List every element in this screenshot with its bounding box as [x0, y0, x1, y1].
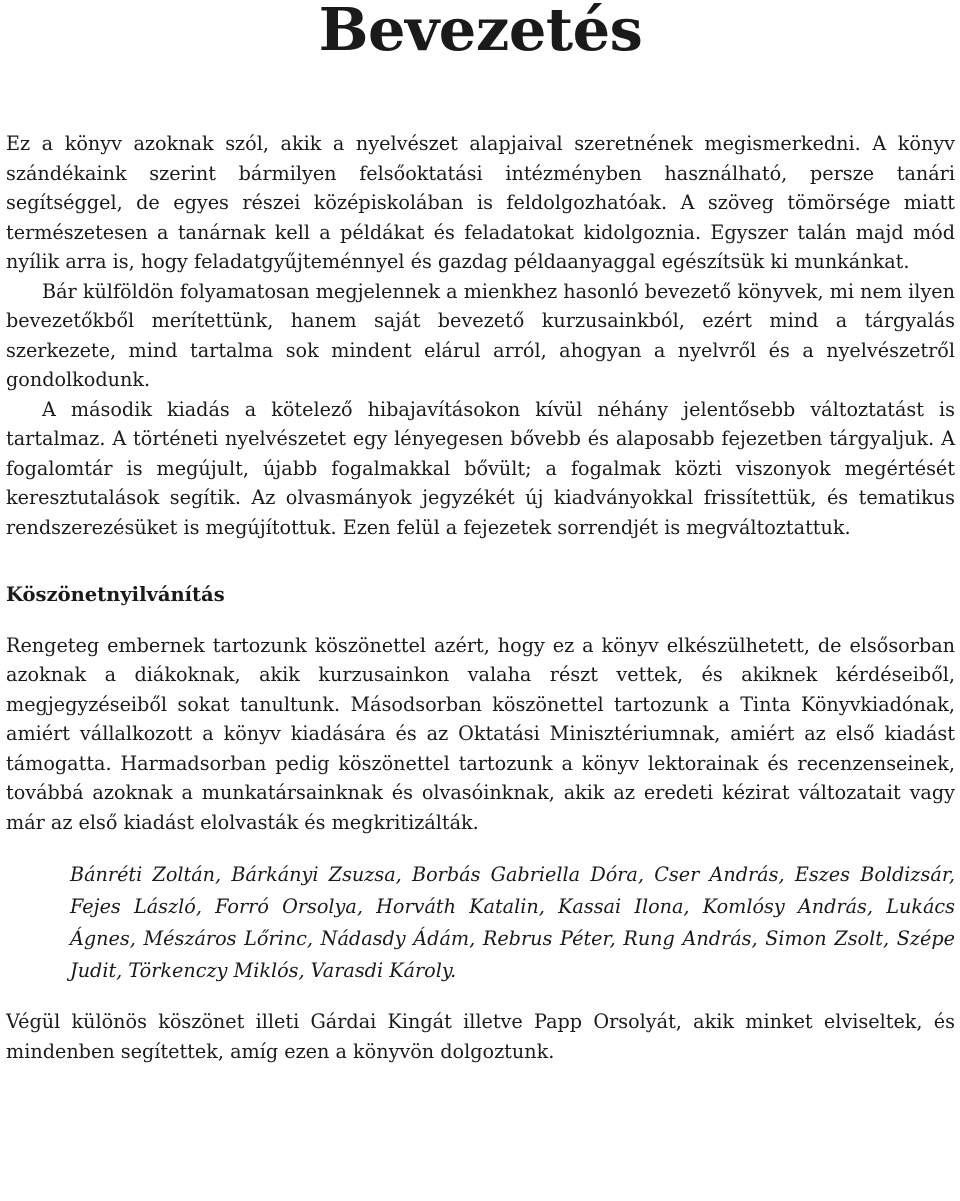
- acknowledgements-heading: Köszönetnyilvánítás: [6, 583, 225, 606]
- intro-section: [6, 129, 955, 542]
- page-title: Bevezetés: [318, 0, 643, 64]
- intro-paragraph-2: Bár külföldön folyamatosan megjelennek a mienkhez hasonló bevezető könyvek, mi nem ilyen bevezetőkből merítettünk, hanem saját bevezető kurzusainkból, ezért mind a tárgyalás szerkezete, mind tartalma sok mindent elárul arról, ahogyan a nyelvről és a nyelvészetről gondolkodunk.: [6, 279, 955, 391]
- intro-paragraph-3: A második kiadás a kötelező hibajavításokon kívül néhány jelentősebb változtatást is tartalmaz. A történeti nyelvészetet egy lényegesen bővebb és alaposabb fejezetben tárgyaljuk. A fogalomtár is megújult, újabb fogalmakkal bővült; a fogalmak közti viszonyok megértését keresztutalások segítik. Az olvasmányok jegyzékét új kiadványokkal frissítettük, és tematikus rendszerezésüket is megújítottuk. Ezen felül a fejezetek sorrendjét is megváltoztattuk.: [6, 397, 955, 539]
- acknowledgements-paragraph: Rengeteg embernek tartozunk köszönettel azért, hogy ez a könyv elkészülhetett, de elsősorban azoknak a diákoknak, akik kurzusainkon valaha részt vettek, és akiknek kérdéseiből, megjegyzéseiből sokat tanultunk. Másodsorban köszönettel tartozunk a Tinta Könyvkiadónak, amiért vállalkozott a könyv kiadására és az Oktatási Minisztériumnak, amiért az első kiadást támogatta. Harmadsorban pedig köszönettel tartozunk a könyv lektorainak és recenzenseinek, továbbá azoknak a munkatársainknak és olvasóinknak, akik az eredeti kézirat változatait vagy már az első kiadást elolvasták és megkritizálták.: [6, 633, 955, 834]
- acknowledgements-names-list: Bánréti Zoltán, Bárkányi Zsuzsa, Borbás Gabriella Dóra, Cser András, Eszes Boldizsár, Fejes László, Forró Orsolya, Horváth Katalin, Kassai Ilona, Komlósy András, Lukács Ágnes, Mészáros Lőrinc, Nádasdy Ádám, Rebrus Péter, Rung András, Simon Zsolt, Szépe Judit, Törkenczy Miklós, Varasdi Károly.: [70, 863, 955, 982]
- acknowledgements-final-paragraph: Végül különös köszönet illeti Gárdai Kingát illetve Papp Orsolyát, akik minket elviseltek, és mindenben segítettek, amíg ezen a könyvön dolgoztunk.: [6, 1010, 955, 1063]
- acknowledgements-section: [6, 631, 955, 1067]
- intro-paragraph-1: Ez a könyv azoknak szól, akik a nyelvészet alapjaival szeretnének megismerkedni. A könyv szándékaink szerint bármilyen felsőoktatási intézményben használható, persze tanári segítséggel, de egyes részei középiskolában is feldolgozhatóak. A szöveg tömörsége miatt természetesen a tanárnak kell a példákat és feladatokat kidolgoznia. Egyszer talán majd mód nyílik arra is, hogy feladatgyűjteménnyel és gazdag példaanyaggal egészítsük ki munkánkat.: [6, 132, 955, 273]
